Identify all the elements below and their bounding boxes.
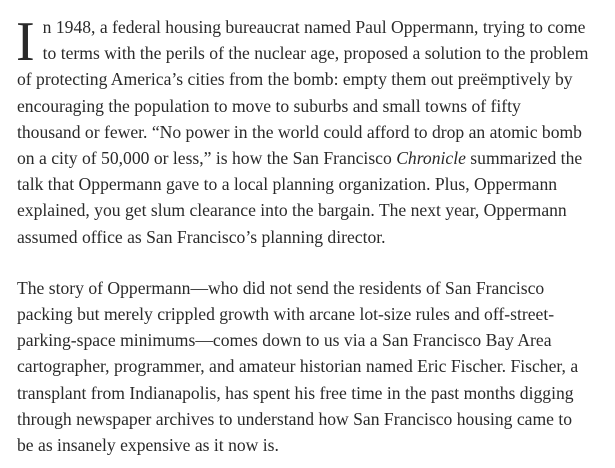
text-line: cartographer, programmer, and amateur historian named Eric Fischer. Fischer, a: [17, 356, 579, 377]
text-line: transplant from Indianapolis, has spent his free time in the past months digging: [17, 382, 574, 403]
text-line: encouraging the population to move to suburbs and small towns of fifty: [17, 95, 521, 116]
text-line: thousand or fewer. “No power in the world could afford to drop an atomic bomb: [17, 121, 582, 142]
text-line: packing but merely crippled growth with arcane lot-size rules and off-street-: [17, 304, 555, 325]
publication-title: Chronicle: [396, 148, 466, 169]
text-line: to terms with the perils of the nuclear age, proposed a solution to the problem: [42, 43, 589, 64]
text-line: assumed office as San Francisco’s planning director.: [17, 226, 386, 247]
text-line: of protecting America’s cities from the bomb: empty them out preëmptively by: [17, 69, 573, 90]
text-line: explained, you get slum clearance into the bargain. The next year, Oppermann: [17, 200, 567, 221]
drop-cap: I: [16, 11, 35, 73]
paragraph-1: [16, 11, 607, 250]
paragraph-2: [17, 275, 607, 458]
text-line: parking-space minimums—comes down to us via a San Francisco Bay Area: [17, 330, 552, 351]
article-body: [16, 11, 607, 458]
text-line: through newspaper archives to understand how San Francisco housing came to: [17, 408, 573, 429]
text-line: The story of Oppermann—who did not send the residents of San Francisco: [17, 277, 545, 298]
text-line: n 1948, a federal housing bureaucrat named Paul Oppermann, trying to come: [42, 17, 586, 37]
text-line: talk that Oppermann gave to a local planning organization. Plus, Oppermann: [17, 174, 558, 195]
text-segment: summarized the: [465, 148, 583, 169]
text-line: [17, 145, 607, 171]
text-line: be as insanely expensive as it now is.: [17, 435, 279, 456]
text-segment: on a city of 50,000 or less,” is how the San Francisco: [17, 148, 397, 169]
